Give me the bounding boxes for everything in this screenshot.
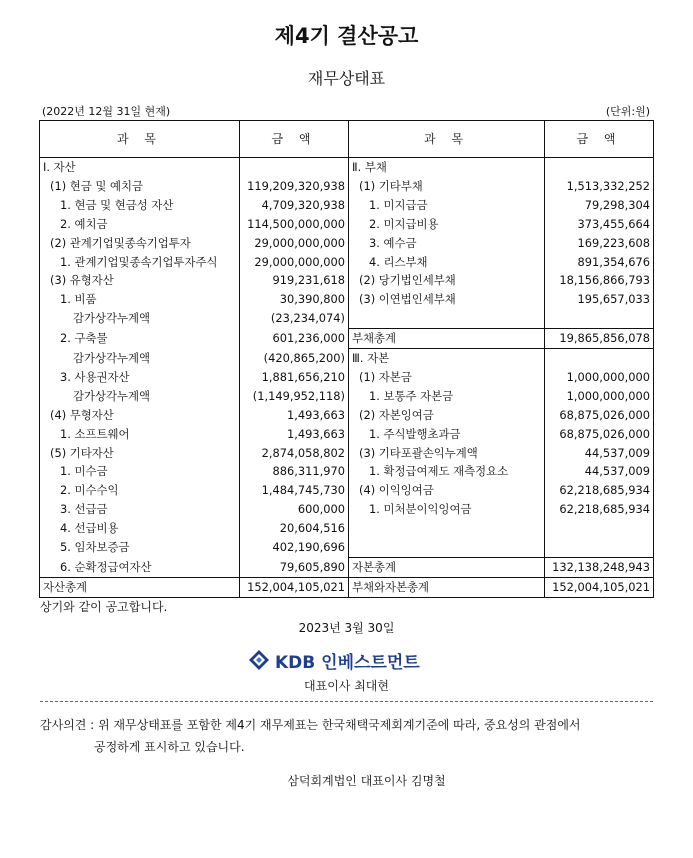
left-item-label: 감가상각누계액 <box>40 309 240 328</box>
left-item-label: (1) 현금 및 예치금 <box>40 177 240 196</box>
table-row <box>40 558 654 578</box>
table-row <box>40 177 654 196</box>
right-item-amount <box>545 538 654 557</box>
right-item-label: (3) 이연법인세부채 <box>349 290 545 309</box>
right-item-amount: 891,354,676 <box>545 253 654 272</box>
left-item-amount: 919,231,618 <box>240 271 349 290</box>
currency-unit: (단위:원) <box>605 105 650 118</box>
left-item-amount: 2,874,058,802 <box>240 444 349 463</box>
left-item-amount: 4,709,320,938 <box>240 196 349 215</box>
audit-opinion <box>40 714 660 758</box>
table-row <box>40 500 654 519</box>
left-item-amount: 1,484,745,730 <box>240 481 349 500</box>
left-item-amount: 402,190,696 <box>240 538 349 557</box>
left-item-label: 1. 미수금 <box>40 462 240 481</box>
right-item-label: 1. 주식발행초과금 <box>349 425 545 444</box>
left-item-label: 2. 구축물 <box>40 329 240 349</box>
right-item-amount <box>545 309 654 328</box>
left-item-amount: 114,500,000,000 <box>240 215 349 234</box>
right-item-amount: 373,455,664 <box>545 215 654 234</box>
left-item-amount: 29,000,000,000 <box>240 253 349 272</box>
header-item-right: 과 목 <box>349 121 545 158</box>
left-item-label: 감가상각누계액 <box>40 387 240 406</box>
right-item-amount: 68,875,026,000 <box>545 425 654 444</box>
left-item-label: 1. 비품 <box>40 290 240 309</box>
left-item-amount: 886,311,970 <box>240 462 349 481</box>
table-row <box>40 444 654 463</box>
table-row <box>40 215 654 234</box>
right-item-amount: 44,537,009 <box>545 444 654 463</box>
left-item-label: (4) 무형자산 <box>40 406 240 425</box>
right-item-label: 1. 미지급금 <box>349 196 545 215</box>
right-item-amount <box>545 519 654 538</box>
logo-text: KDB 인베스트먼트 <box>275 652 420 673</box>
right-item-label: (3) 기타포괄손익누계액 <box>349 444 545 463</box>
left-item-label: (2) 관계기업및종속기업투자 <box>40 234 240 253</box>
table-row <box>40 309 654 328</box>
right-item-amount: 1,000,000,000 <box>545 387 654 406</box>
left-item-label: 5. 임차보증금 <box>40 538 240 557</box>
left-item-label: 2. 미수수익 <box>40 481 240 500</box>
left-item-label: 1. 관계기업및종속기업투자주식 <box>40 253 240 272</box>
left-item-amount: (420,865,200) <box>240 349 349 368</box>
notice-title: 제4기 결산공고 <box>274 24 419 48</box>
table-row <box>40 349 654 368</box>
left-item-amount: (1,149,952,118) <box>240 387 349 406</box>
table-row <box>40 425 654 444</box>
table-row <box>40 406 654 425</box>
right-total-amount: 152,004,105,021 <box>545 577 654 597</box>
right-item-label: 3. 예수금 <box>349 234 545 253</box>
table-row <box>40 271 654 290</box>
right-item-label: 부채총계 <box>349 329 545 349</box>
left-item-label: 6. 순확정급여자산 <box>40 558 240 578</box>
auditor-signature: 삼덕회계법인 대표이사 김명철 <box>287 774 446 788</box>
right-item-amount: 19,865,856,078 <box>545 329 654 349</box>
right-item-label: 1. 확정급여제도 재측정요소 <box>349 462 545 481</box>
right-item-label: Ⅲ. 자본 <box>349 349 545 368</box>
right-item-amount: 132,138,248,943 <box>545 558 654 578</box>
table-row <box>40 481 654 500</box>
right-item-label: Ⅱ. 부채 <box>349 158 545 177</box>
right-item-label: (1) 자본금 <box>349 368 545 387</box>
table-row <box>40 519 654 538</box>
right-item-amount: 62,218,685,934 <box>545 500 654 519</box>
company-logo <box>248 648 420 672</box>
right-item-amount <box>545 158 654 177</box>
left-item-amount: 601,236,000 <box>240 329 349 349</box>
left-item-label: 1. 소프트웨어 <box>40 425 240 444</box>
right-item-amount: 68,875,026,000 <box>545 406 654 425</box>
statement-title: 재무상태표 <box>307 69 386 88</box>
ceo-name: 대표이사 최대현 <box>304 679 389 693</box>
left-item-amount: 1,493,663 <box>240 406 349 425</box>
left-item-label: Ⅰ. 자산 <box>40 158 240 177</box>
right-total-label: 부채와자본총계 <box>349 577 545 597</box>
right-item-amount <box>545 349 654 368</box>
left-item-amount: 30,390,800 <box>240 290 349 309</box>
right-item-label: 4. 리스부채 <box>349 253 545 272</box>
table-row <box>40 368 654 387</box>
left-item-label: 4. 선급비용 <box>40 519 240 538</box>
right-item-label: 자본총계 <box>349 558 545 578</box>
left-item-amount: 1,881,656,210 <box>240 368 349 387</box>
left-item-amount: 1,493,663 <box>240 425 349 444</box>
left-item-amount: (23,234,074) <box>240 309 349 328</box>
table-row <box>40 462 654 481</box>
right-item-label <box>349 309 545 328</box>
divider <box>40 701 653 702</box>
totals-row <box>40 577 654 597</box>
right-item-amount: 62,218,685,934 <box>545 481 654 500</box>
right-item-label: (2) 당기법인세부채 <box>349 271 545 290</box>
right-item-label: (4) 이익잉여금 <box>349 481 545 500</box>
audit-opinion-line1: 감사의견 : 위 재무상태표를 포함한 제4기 재무제표는 한국채택국제회계기준에 따라, 중요성의 관점에서 <box>40 718 581 732</box>
left-item-label: (3) 유형자산 <box>40 271 240 290</box>
left-item-label: (5) 기타자산 <box>40 444 240 463</box>
left-total-amount: 152,004,105,021 <box>240 577 349 597</box>
table-row <box>40 158 654 177</box>
right-item-amount: 44,537,009 <box>545 462 654 481</box>
right-item-amount: 79,298,304 <box>545 196 654 215</box>
right-item-amount: 195,657,033 <box>545 290 654 309</box>
table-row <box>40 234 654 253</box>
right-item-label: 2. 미지급비용 <box>349 215 545 234</box>
right-item-amount: 18,156,866,793 <box>545 271 654 290</box>
right-item-label: (2) 자본잉여금 <box>349 406 545 425</box>
header-item-left: 과 목 <box>40 121 240 158</box>
announcement-text: 상기와 같이 공고합니다. <box>40 600 168 614</box>
table-row <box>40 196 654 215</box>
right-item-label: (1) 기타부채 <box>349 177 545 196</box>
left-item-amount: 119,209,320,938 <box>240 177 349 196</box>
left-total-label: 자산총계 <box>40 577 240 597</box>
left-item-label: 감가상각누계액 <box>40 349 240 368</box>
left-item-label: 3. 사용권자산 <box>40 368 240 387</box>
left-item-label: 3. 선급금 <box>40 500 240 519</box>
left-item-label: 2. 예치금 <box>40 215 240 234</box>
left-item-amount: 20,604,516 <box>240 519 349 538</box>
report-date: (2022년 12월 31일 현재) <box>42 105 171 118</box>
audit-opinion-line2: 공정하게 표시하고 있습니다. <box>94 740 245 754</box>
table-row <box>40 387 654 406</box>
left-item-amount: 600,000 <box>240 500 349 519</box>
table-row <box>40 329 654 349</box>
left-item-label: 1. 현금 및 현금성 자산 <box>40 196 240 215</box>
table-row <box>40 253 654 272</box>
right-item-label <box>349 519 545 538</box>
right-item-amount: 1,000,000,000 <box>545 368 654 387</box>
left-item-amount: 29,000,000,000 <box>240 234 349 253</box>
kdb-logo-icon <box>248 649 270 671</box>
balance-sheet-table <box>39 120 654 598</box>
announcement-date: 2023년 3월 30일 <box>298 621 395 635</box>
right-item-label <box>349 538 545 557</box>
right-item-amount: 1,513,332,252 <box>545 177 654 196</box>
header-amount-right: 금 액 <box>545 121 654 158</box>
header-amount-left: 금 액 <box>240 121 349 158</box>
table-row <box>40 538 654 557</box>
left-item-amount <box>240 158 349 177</box>
table-row <box>40 290 654 309</box>
right-item-label: 1. 보통주 자본금 <box>349 387 545 406</box>
right-item-amount: 169,223,608 <box>545 234 654 253</box>
right-item-label: 1. 미처분이익잉여금 <box>349 500 545 519</box>
left-item-amount: 79,605,890 <box>240 558 349 578</box>
